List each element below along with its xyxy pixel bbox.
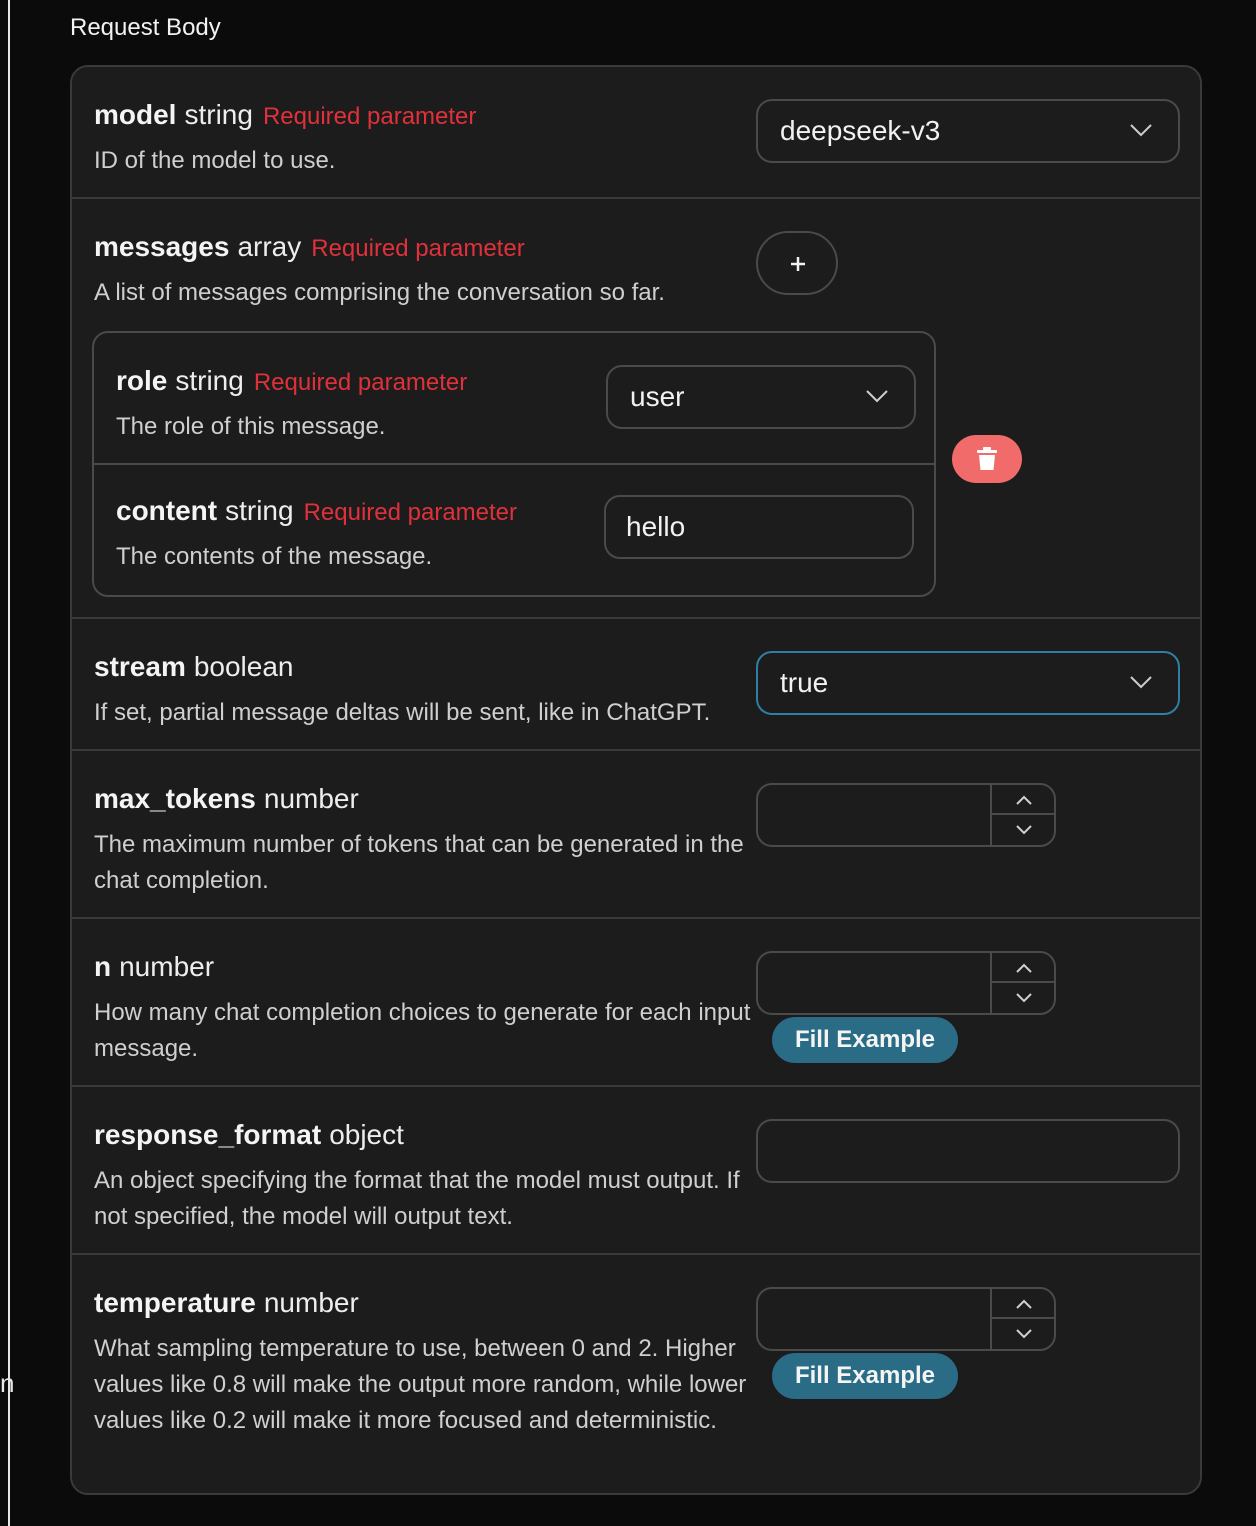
chevron-down-icon: [1016, 825, 1032, 835]
max-tokens-input[interactable]: [756, 783, 1056, 847]
required-badge: Required parameter: [253, 369, 468, 396]
param-row-response-format: [72, 1087, 1200, 1255]
chevron-down-icon: [1016, 993, 1032, 1003]
increment-button[interactable]: [992, 953, 1054, 983]
param-type: string: [175, 365, 244, 396]
chevron-down-icon: [1016, 1329, 1032, 1339]
param-name: stream: [94, 651, 186, 682]
param-description: The role of this message.: [116, 413, 386, 440]
param-description: ID of the model to use.: [94, 147, 336, 174]
model-select[interactable]: [756, 99, 1180, 163]
param-description: An object specifying the format that the model must output. If not specified, the model will output text.: [94, 1167, 740, 1230]
param-header: [94, 1119, 404, 1151]
param-header: [116, 495, 517, 527]
chevron-down-icon: [866, 389, 888, 403]
param-type: array: [237, 231, 302, 262]
left-panel-edge: [0, 0, 15, 1526]
param-description: The contents of the message.: [116, 543, 433, 570]
param-name: role: [116, 365, 168, 396]
stream-select-value: true: [780, 667, 829, 698]
param-description: What sampling temperature to use, between 0 and 2. Higher values like 0.8 will make the output more random, while lower values like 0.2 will make it more focused and deterministic.: [94, 1335, 747, 1434]
param-header: [94, 951, 214, 983]
chevron-up-icon: [1016, 795, 1032, 805]
param-row-model: [72, 67, 1200, 199]
param-type: boolean: [193, 651, 294, 682]
decrement-button[interactable]: [992, 983, 1054, 1013]
param-header: [116, 365, 467, 397]
required-badge: Required parameter: [303, 499, 518, 526]
fill-example-button[interactable]: Fill Example: [772, 1017, 958, 1063]
param-type: string: [225, 495, 294, 526]
content-input-value: hello: [626, 511, 686, 542]
param-description: If set, partial message deltas will be sent, like in ChatGPT.: [94, 699, 711, 726]
param-type: number: [119, 951, 215, 982]
param-description: A list of messages comprising the conversation so far.: [94, 279, 665, 306]
param-name: max_tokens: [94, 783, 256, 814]
param-row-messages: [72, 199, 1200, 619]
increment-button[interactable]: [992, 1289, 1054, 1319]
param-header: [94, 99, 476, 131]
section-title: Request Body: [70, 14, 221, 41]
add-message-button[interactable]: [756, 231, 838, 295]
param-header: [94, 1287, 359, 1319]
param-name: model: [94, 99, 177, 130]
param-row-stream: [72, 619, 1200, 751]
decrement-button[interactable]: [992, 1319, 1054, 1349]
n-input[interactable]: [756, 951, 1056, 1015]
delete-message-button[interactable]: [952, 435, 1022, 483]
param-row-temperature: [72, 1255, 1200, 1495]
param-name: content: [116, 495, 218, 526]
decrement-button[interactable]: [992, 815, 1054, 845]
chevron-down-icon: [1130, 675, 1152, 689]
request-body-panel: [70, 65, 1202, 1495]
param-type: number: [263, 783, 359, 814]
role-select-value: user: [630, 381, 685, 412]
chevron-down-icon: [1130, 123, 1152, 137]
param-row-n: [72, 919, 1200, 1087]
role-select[interactable]: [606, 365, 916, 429]
param-description: How many chat completion choices to generate for each input message.: [94, 999, 751, 1062]
response-format-input[interactable]: [756, 1119, 1180, 1183]
increment-button[interactable]: [992, 785, 1054, 815]
param-name: messages: [94, 231, 230, 262]
param-row-content: [94, 465, 934, 597]
required-badge: Required parameter: [311, 235, 525, 262]
chevron-up-icon: [1016, 963, 1032, 973]
param-name: response_format: [94, 1119, 322, 1150]
stream-select[interactable]: [756, 651, 1180, 715]
model-select-value: deepseek-v3: [780, 115, 941, 146]
edge-text-fragment: n: [0, 1368, 15, 1398]
param-header: [94, 651, 294, 683]
plus-icon: [789, 255, 807, 273]
param-type: string: [184, 99, 253, 130]
param-name: temperature: [94, 1287, 256, 1318]
param-header: [94, 783, 359, 815]
param-description: The maximum number of tokens that can be generated in the chat completion.: [94, 831, 744, 894]
param-row-role: [94, 333, 934, 465]
chevron-up-icon: [1016, 1299, 1032, 1309]
param-type: number: [263, 1287, 359, 1318]
param-name: n: [94, 951, 112, 982]
temperature-input[interactable]: [756, 1287, 1056, 1351]
trash-icon: [976, 447, 998, 471]
param-type: object: [329, 1119, 404, 1150]
param-header: [94, 231, 525, 263]
required-badge: Required parameter: [262, 103, 477, 130]
param-row-max-tokens: [72, 751, 1200, 919]
message-item: [92, 331, 936, 597]
fill-example-button[interactable]: Fill Example: [772, 1353, 958, 1399]
content-input[interactable]: [604, 495, 914, 559]
